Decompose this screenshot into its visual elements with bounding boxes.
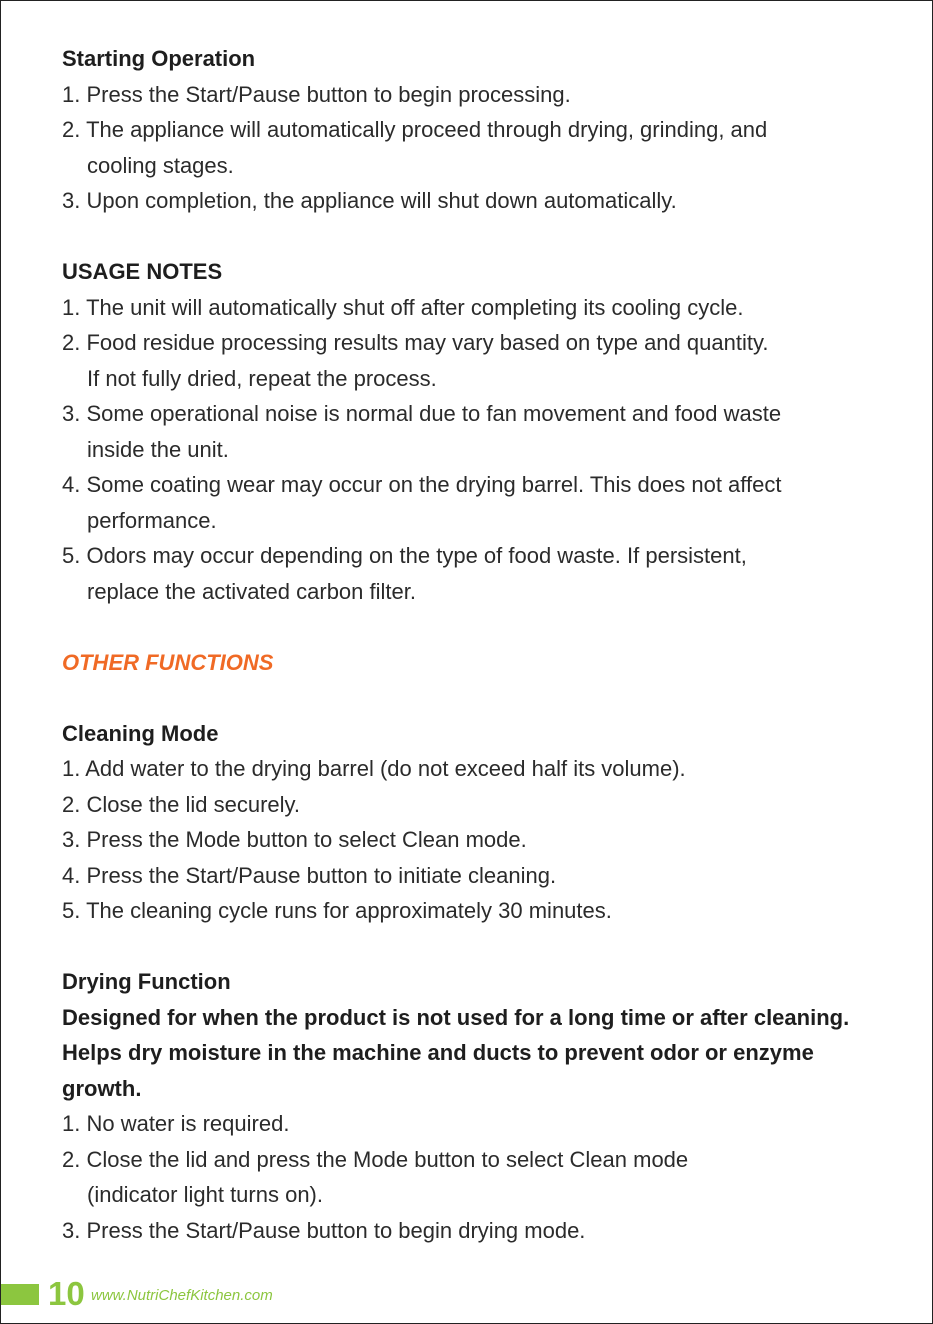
list-item: 3. Upon completion, the appliance will shut down automatically. [62,188,677,213]
drying-description-line: Designed for when the product is not used for a long time or after cleaning. [62,1004,850,1030]
list-item-continuation: performance. [87,507,217,533]
list-item: 3. Press the Start/Pause button to begin drying mode. [62,1217,586,1243]
list-item: 2. The appliance will automatically proceed through drying, grinding, and [62,117,768,142]
spacer [62,680,902,716]
list-item-continuation: If not fully dried, repeat the process. [87,365,437,391]
list-item: 3. Press the Mode button to select Clean mode. [62,827,527,852]
spacer [62,219,902,255]
page-number: 10 [48,1275,85,1312]
footer-accent-bar [1,1284,39,1305]
drying-description-line: Helps dry moisture in the machine and ducts to prevent odor or enzyme [62,1040,814,1065]
footer-website-link[interactable]: www.NutriChefKitchen.com [91,1287,273,1304]
list-item-continuation: inside the unit. [87,436,229,462]
list-item: 2. Close the lid securely. [62,791,301,817]
list-item: 1. Add water to the drying barrel (do not exceed half its volume). [62,756,686,781]
list-item: 5. The cleaning cycle runs for approximately 30 minutes. [62,898,612,923]
list-item-continuation: cooling stages. [87,152,234,178]
cleaning-mode-heading: Cleaning Mode [62,720,219,746]
spacer [62,609,902,645]
list-item: 1. Press the Start/Pause button to begin processing. [62,81,571,107]
list-item: 1. The unit will automatically shut off after completing its cooling cycle. [62,294,744,320]
list-item: 2. Close the lid and press the Mode button to select Clean mode [62,1146,689,1172]
drying-function-heading: Drying Function [62,969,231,994]
list-item: 4. Some coating wear may occur on the drying barrel. This does not affect [62,472,782,497]
usage-notes-heading: USAGE NOTES [62,259,223,284]
list-item-continuation: replace the activated carbon filter. [87,578,416,604]
list-item: 3. Some operational noise is normal due to fan movement and food waste [62,401,782,426]
list-item: 1. No water is required. [62,1111,290,1136]
page-content [62,41,902,1248]
spacer [62,929,902,965]
starting-operation-heading: Starting Operation [62,46,256,71]
other-functions-heading: OTHER FUNCTIONS [62,649,274,675]
list-item-continuation: (indicator light turns on). [87,1182,323,1207]
list-item: 4. Press the Start/Pause button to initiate cleaning. [62,862,557,888]
list-item: 2. Food residue processing results may vary based on type and quantity. [62,330,769,355]
drying-description-line: growth. [62,1075,142,1101]
list-item: 5. Odors may occur depending on the type of food waste. If persistent, [62,543,747,568]
